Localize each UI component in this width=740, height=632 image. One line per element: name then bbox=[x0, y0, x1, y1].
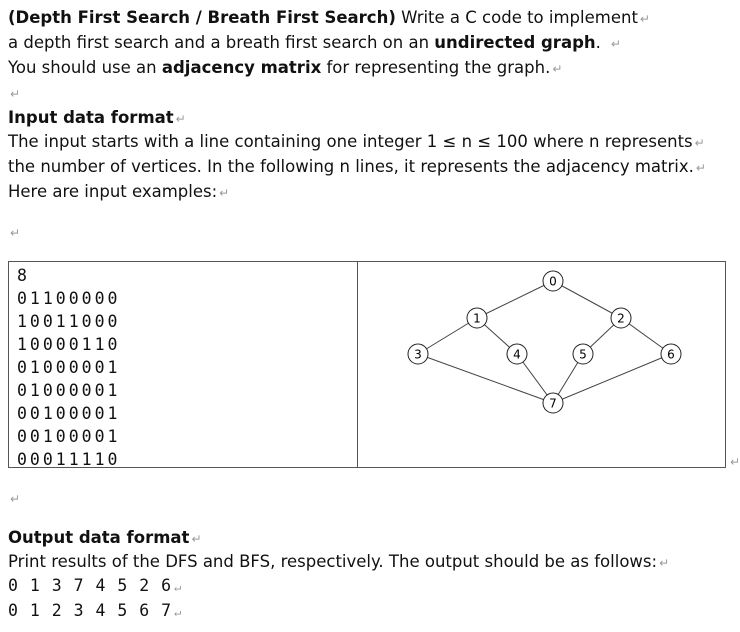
return-mark-icon: ↵ bbox=[610, 37, 621, 51]
return-mark-icon: ↵ bbox=[694, 136, 705, 150]
node-2 bbox=[611, 308, 631, 328]
undirected-graph-term: undirected graph bbox=[434, 33, 596, 52]
graph-edges bbox=[418, 281, 671, 403]
return-mark-icon: ↵ bbox=[174, 580, 183, 594]
output-paragraph bbox=[8, 552, 669, 573]
title-line bbox=[8, 8, 650, 29]
example-table bbox=[8, 261, 726, 468]
intro-line-2 bbox=[8, 33, 621, 54]
matrix-row: 00100001 bbox=[17, 404, 121, 423]
blank-line bbox=[8, 488, 20, 509]
node-6 bbox=[661, 344, 681, 364]
bfs-output bbox=[8, 601, 182, 622]
return-mark-icon: ↵ bbox=[695, 161, 706, 175]
title-bold: (Depth First Search / Breath First Search) bbox=[8, 8, 396, 27]
return-mark-icon: ↵ bbox=[10, 87, 21, 101]
intro-text: a depth first search and a breath first search on an bbox=[8, 33, 435, 52]
return-mark-icon: ↵ bbox=[730, 455, 740, 469]
input-paragraph-1 bbox=[8, 132, 705, 153]
matrix-row: 10011000 bbox=[17, 312, 121, 331]
matrix-row: 00011110 bbox=[17, 450, 121, 469]
return-mark-icon: ↵ bbox=[659, 556, 670, 570]
node-label: 5 bbox=[579, 347, 587, 362]
dfs-output-text: 0 1 3 7 4 5 2 6 bbox=[8, 576, 173, 595]
blank-line bbox=[8, 83, 20, 104]
node-5 bbox=[573, 344, 593, 364]
edge-3-7 bbox=[418, 354, 553, 403]
node-label: 2 bbox=[617, 311, 625, 326]
title-rest: Write a C code to implement bbox=[395, 8, 638, 27]
node-label: 6 bbox=[667, 347, 675, 362]
input-text: Here are input examples: bbox=[8, 182, 218, 201]
intro-text-end: . bbox=[595, 33, 601, 52]
output-heading-text: Output data format bbox=[8, 528, 190, 547]
intro-line-3 bbox=[8, 58, 562, 79]
return-mark-icon: ↵ bbox=[10, 226, 21, 240]
input-text: The input starts with a line containing one integer 1 ≤ n ≤ 100 where n represents bbox=[8, 132, 693, 151]
input-paragraph-2 bbox=[8, 157, 706, 178]
node-label: 0 bbox=[549, 274, 557, 289]
input-text: the number of vertices. In the following n lines, it represents the adjacency matrix. bbox=[8, 157, 694, 176]
node-3 bbox=[408, 344, 428, 364]
node-label: 4 bbox=[513, 347, 521, 362]
adjacency-matrix-term: adjacency matrix bbox=[161, 58, 322, 77]
return-mark-icon: ↵ bbox=[175, 112, 186, 126]
bfs-output-text: 0 1 2 3 4 5 6 7 bbox=[8, 601, 173, 620]
matrix-row: 00100001 bbox=[17, 427, 121, 446]
edge-6-7 bbox=[553, 354, 671, 403]
input-paragraph-3 bbox=[8, 182, 229, 203]
matrix-row: 10000110 bbox=[17, 335, 121, 354]
matrix-row: 01100000 bbox=[17, 289, 121, 308]
vertex-count: 8 bbox=[17, 266, 30, 285]
intro-text: You should use an bbox=[8, 58, 162, 77]
node-label: 7 bbox=[549, 396, 557, 411]
return-mark-icon: ↵ bbox=[191, 532, 202, 546]
input-heading-text: Input data format bbox=[8, 108, 174, 127]
return-mark-icon: ↵ bbox=[552, 62, 563, 76]
edge-0-2 bbox=[553, 281, 621, 318]
node-0 bbox=[543, 271, 563, 291]
return-mark-icon: ↵ bbox=[174, 605, 183, 619]
return-mark-icon: ↵ bbox=[219, 186, 230, 200]
node-7 bbox=[543, 393, 563, 413]
output-heading bbox=[8, 528, 202, 549]
intro-text-end: for representing the graph. bbox=[321, 58, 551, 77]
input-example-matrix bbox=[17, 264, 120, 471]
output-text: Print results of the DFS and BFS, respectively. The output should be as follows: bbox=[8, 552, 658, 571]
node-label: 3 bbox=[414, 347, 422, 362]
return-mark-icon: ↵ bbox=[639, 12, 650, 26]
dfs-output bbox=[8, 576, 182, 597]
input-heading bbox=[8, 108, 186, 129]
node-4 bbox=[507, 344, 527, 364]
edge-0-1 bbox=[477, 281, 553, 318]
matrix-row: 01000001 bbox=[17, 358, 121, 377]
return-mark-icon: ↵ bbox=[10, 492, 21, 506]
blank-line bbox=[8, 222, 20, 243]
node-label: 1 bbox=[473, 311, 481, 326]
node-1 bbox=[467, 308, 487, 328]
matrix-row: 01000001 bbox=[17, 381, 121, 400]
graph-diagram bbox=[358, 262, 726, 467]
